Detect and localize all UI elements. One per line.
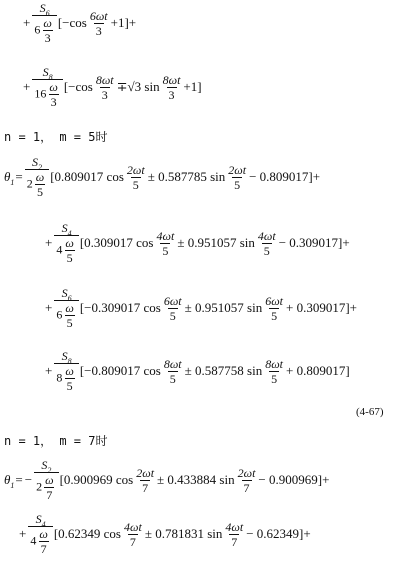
plus-sign: + [45,300,53,315]
angle-fraction: $\frac{6\omega t}{5}$ [265,293,284,323]
minus-sign: − [24,472,33,487]
angle-fraction: $\frac{8\omega t}{5}$ [163,356,182,386]
coefficient-fraction: $S_8$ 16 $\frac{\omega}{3}$ [32,66,62,108]
bracket-open: [−cos [57,15,87,30]
equals-sign: = [15,169,23,184]
bracket-tail: − 0.309017]+ [278,235,350,250]
case-label-m7: n = 1， m = 7时 [4,434,108,448]
angle-fraction: $\frac{8\omega t}{3}$ [95,72,114,102]
bracket-open: [0.900969 cos [59,472,134,487]
angle-fraction: $\frac{2\omega t}{5}$ [126,162,145,192]
bracket-tail: − 0.62349]+ [246,526,311,541]
coefficient-fraction: $S_6$ 6 $\frac{\omega}{5}$ [54,287,78,329]
bracket-tail: +1] [183,79,202,94]
sin-term: ± 0.951057 sin [184,300,263,315]
plus-sign: + [23,15,31,30]
sqrt-term: ∓√3 sin [116,79,160,94]
coefficient-fraction: $S_6$ 6 $\frac{\omega}{3}$ [32,2,56,44]
plus-sign: + [45,235,53,250]
sin-term: ± 0.781831 sin [144,526,223,541]
formula-m5-line-1 [4,156,320,198]
formula-m7-line-1 [4,459,329,501]
angle-fraction: $\frac{6\omega t}{3}$ [89,8,108,38]
bracket-open: [−0.309017 cos [79,300,161,315]
plus-sign: + [19,526,27,541]
angle-fraction: $\frac{4\omega t}{7}$ [124,519,142,549]
formula-m5-line-2 [44,222,350,264]
equation-number: (4-67) [356,406,384,418]
angle-fraction: $\frac{2\omega t}{5}$ [228,162,247,192]
theta-symbol: $\theta_1$ [4,472,15,490]
sin-term: ± 0.433884 sin [157,472,235,487]
sin-term: ± 0.951057 sin [177,235,255,250]
angle-fraction: $\frac{6\omega t}{5}$ [163,293,182,323]
coefficient-fraction: $S_4$ 4 $\frac{\omega}{5}$ [54,222,78,264]
formula-m7-line-2 [18,513,311,555]
bracket-open: [0.309017 cos [79,235,154,250]
coefficient-fraction: $S_8$ 8 $\frac{\omega}{5}$ [54,350,78,392]
sin-term: ± 0.587758 sin [184,363,263,378]
equals-sign: = [15,472,23,487]
angle-fraction: $\frac{4\omega t}{7}$ [225,519,244,549]
plus-sign: + [45,363,53,378]
bracket-tail: + 0.309017]+ [286,300,358,315]
bracket-open: [0.809017 cos [50,169,124,184]
bracket-open: [0.62349 cos [53,526,121,541]
formula-m5-line-4 [44,350,350,392]
coefficient-fraction: $S_2$ 2 $\frac{\omega}{5}$ [25,156,49,198]
bracket-tail: − 0.900969]+ [258,472,330,487]
formula-top-line-2 [22,66,202,108]
angle-fraction: $\frac{4\omega t}{5}$ [156,228,175,258]
formula-top-line-1 [22,2,136,44]
angle-fraction: $\frac{2\omega t}{7}$ [136,465,155,495]
bracket-tail: +1]+ [110,15,137,30]
angle-fraction: $\frac{2\omega t}{7}$ [237,465,256,495]
theta-symbol: $\theta_1$ [4,169,15,187]
coefficient-fraction: $S_4$ 4 $\frac{\omega}{7}$ [28,513,52,555]
formula-m5-line-3 [44,287,357,329]
sin-term: ± 0.587785 sin [147,169,226,184]
bracket-tail: + 0.809017] [286,363,350,378]
angle-fraction: $\frac{8\omega t}{3}$ [162,72,181,102]
bracket-open: [−cos [63,79,93,94]
plus-sign: + [23,79,31,94]
bracket-open: [−0.809017 cos [79,363,161,378]
bracket-tail: − 0.809017]+ [249,169,321,184]
coefficient-fraction: $S_2$ 2 $\frac{\omega}{7}$ [34,459,58,501]
angle-fraction: $\frac{8\omega t}{5}$ [265,356,284,386]
case-label-m5: n = 1， m = 5时 [4,130,108,144]
angle-fraction: $\frac{4\omega t}{5}$ [257,228,276,258]
